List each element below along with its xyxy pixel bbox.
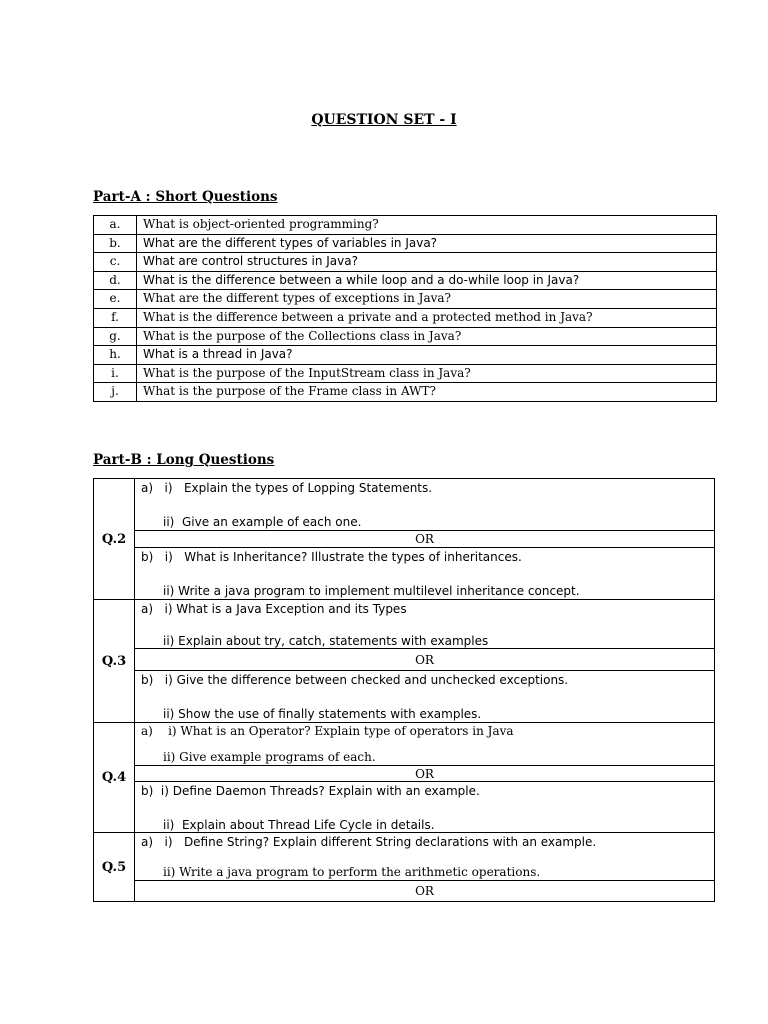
long-questions-table [93, 478, 715, 902]
table-row [94, 766, 715, 782]
table-row [94, 364, 717, 383]
question-part-b [135, 548, 715, 600]
question-line: b) i) Define Daemon Threads? Explain with an example. [141, 784, 480, 798]
table-row [94, 881, 715, 902]
table-row [94, 600, 715, 649]
question-letter: f. [94, 308, 137, 327]
or-separator: OR [135, 531, 715, 548]
question-letter: h. [94, 346, 137, 365]
question-letter: g. [94, 327, 137, 346]
question-set-title: QUESTION SET - I [311, 112, 457, 128]
table-row [94, 723, 715, 766]
table-row [94, 327, 717, 346]
table-row [94, 308, 717, 327]
question-line: ii) Give example programs of each. [163, 750, 376, 764]
question-text: What is the purpose of the Collections class in Java? [137, 327, 717, 346]
question-line: a) i) Explain the types of Lopping Statements. [141, 481, 433, 495]
part-a-heading: Part-A : Short Questions [93, 189, 278, 205]
question-line: a) i) What is an Operator? Explain type of operators in Java [141, 724, 514, 738]
question-letter: e. [94, 290, 137, 309]
question-part-b [135, 671, 715, 723]
or-separator: OR [135, 766, 715, 782]
question-letter: i. [94, 364, 137, 383]
question-line: ii) Write a java program to perform the arithmetic operations. [163, 865, 541, 879]
short-questions-table [93, 215, 717, 402]
question-letter: c. [94, 253, 137, 272]
table-row [94, 253, 717, 272]
table-row [94, 234, 717, 253]
question-line: ii) Give an example of each one. [163, 515, 362, 529]
question-part-a [135, 479, 715, 531]
question-letter: a. [94, 216, 137, 235]
question-line: b) i) What is Inheritance? Illustrate the types of inheritances. [141, 550, 522, 564]
table-row [94, 290, 717, 309]
question-number: Q.2 [94, 479, 135, 600]
question-line: ii) Explain about try, catch, statements with examples [163, 634, 489, 648]
question-part-a [135, 723, 715, 766]
question-line: ii) Explain about Thread Life Cycle in details. [163, 818, 435, 832]
question-part-a [135, 600, 715, 649]
question-line: ii) Show the use of finally statements with examples. [163, 707, 482, 721]
question-letter: b. [94, 234, 137, 253]
part-b-heading: Part-B : Long Questions [93, 452, 275, 468]
table-row [94, 216, 717, 235]
table-row [94, 833, 715, 881]
table-row [94, 479, 715, 531]
question-text: What is the purpose of the InputStream class in Java? [137, 364, 717, 383]
question-text: What are the different types of variables in Java? [137, 234, 717, 253]
question-letter: j. [94, 383, 137, 402]
question-number: Q.5 [94, 833, 135, 902]
question-line: a) i) What is a Java Exception and its Types [141, 602, 407, 616]
question-text: What is object-oriented programming? [137, 216, 717, 235]
question-line: a) i) Define String? Explain different String declarations with an example. [141, 835, 597, 849]
question-text: What is the difference between a while loop and a do-while loop in Java? [137, 271, 717, 290]
question-text: What is the difference between a private and a protected method in Java? [137, 308, 717, 327]
question-text: What is a thread in Java? [137, 346, 717, 365]
table-row [94, 649, 715, 671]
question-text: What are the different types of exceptions in Java? [137, 290, 717, 309]
or-separator: OR [135, 649, 715, 671]
table-row [94, 548, 715, 600]
question-part-a [135, 833, 715, 881]
table-row [94, 782, 715, 833]
question-text: What is the purpose of the Frame class in AWT? [137, 383, 717, 402]
question-line: b) i) Give the difference between checked and unchecked exceptions. [141, 673, 569, 687]
question-text: What are control structures in Java? [137, 253, 717, 272]
table-row [94, 383, 717, 402]
question-number: Q.4 [94, 723, 135, 833]
or-separator: OR [135, 881, 715, 902]
table-row [94, 346, 717, 365]
question-line: ii) Write a java program to implement multilevel inheritance concept. [163, 584, 580, 598]
question-letter: d. [94, 271, 137, 290]
question-number: Q.3 [94, 600, 135, 723]
table-row [94, 271, 717, 290]
table-row [94, 671, 715, 723]
table-row [94, 531, 715, 548]
question-part-b [135, 782, 715, 833]
